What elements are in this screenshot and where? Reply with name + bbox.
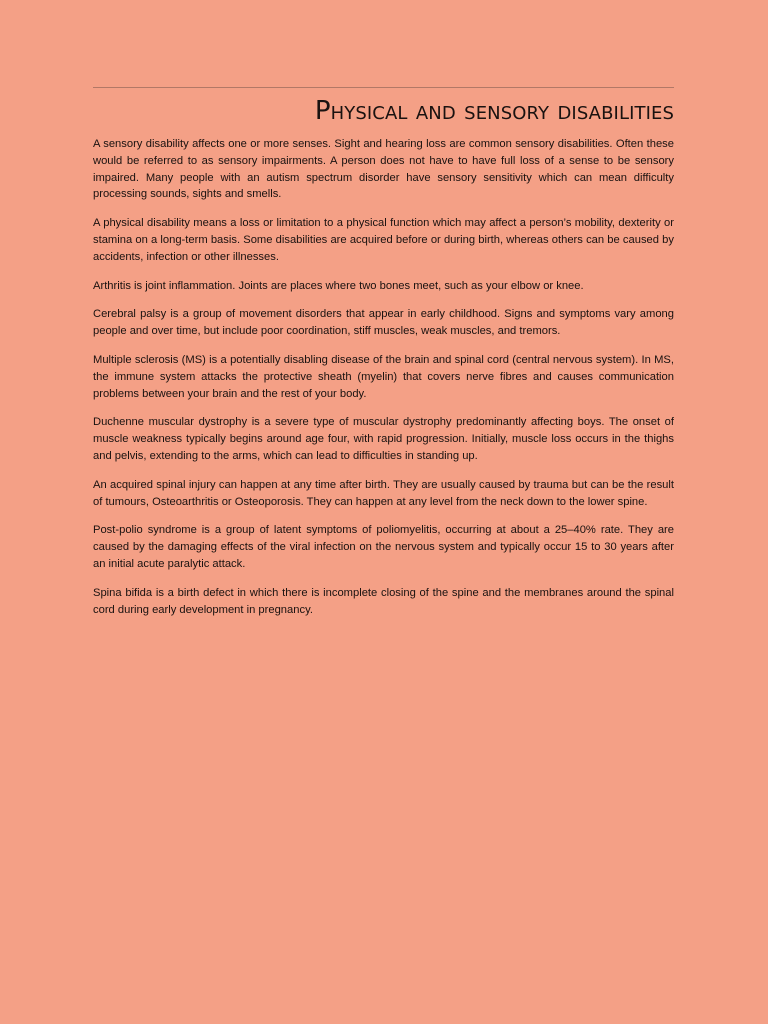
paragraph-spinal-injury: An acquired spinal injury can happen at any time after birth. They are usually caused by trauma but can be the result of tumours, Osteoarthritis or Osteoporosis. They can happen at any level from the neck down to the lower spine. [93, 478, 674, 508]
paragraph-arthritis: Arthritis is joint inflammation. Joints are places where two bones meet, such as your elbow or knee. [93, 279, 584, 292]
paragraph-sensory-disability: A sensory disability affects one or more senses. Sight and hearing loss are common sensory disabilities. Often these would be referred to as sensory impairments. A person does not have to have full loss of a sense to be sensory impaired. Many people with an autism spectrum disorder have sensory sensitivity which can mean difficulty processing sounds, sights and smells. [93, 138, 674, 201]
paragraph-spina-bifida: Spina bifida is a birth defect in which there is incomplete closing of the spine and the membranes around the spinal cord during early development in pregnancy. [93, 586, 674, 616]
paragraph-physical-disability: A physical disability means a loss or limitation to a physical function which may affect a person’s mobility, dexterity or stamina on a long-term basis. Some disabilities are acquired before or during birth, whereas others can be caused by accidents, infection or other illnesses. [93, 217, 674, 263]
page-title: Physical and sensory disabilities [314, 96, 674, 126]
paragraph-multiple-sclerosis: Multiple sclerosis (MS) is a potentially disabling disease of the brain and spinal cord (central nervous system). In MS, the immune system attacks the protective sheath (myelin) that covers nerve fibres and causes communication problems between your brain and the rest of your body. [93, 353, 674, 400]
paragraph-post-polio-syndrome: Post-polio syndrome is a group of latent symptoms of poliomyelitis, occurring at about a 25–40% rate. They are caused by the damaging effects of the viral infection on the nervous system and typically occur 15 to 30 years after an initial acute paralytic attack. [93, 524, 674, 570]
paragraph-duchenne-muscular-dystrophy: Duchenne muscular dystrophy is a severe type of muscular dystrophy predominantly affecting boys. The onset of muscle weakness typically begins around age four, with rapid progression. Initially, muscle loss occurs in the thighs and pelvis, extending to the arms, which can lead to difficulties in standing up. [93, 416, 674, 462]
document-content [93, 87, 674, 630]
header-rule [93, 87, 674, 88]
paragraph-cerebral-palsy: Cerebral palsy is a group of movement disorders that appear in early childhood. Signs and symptoms vary among people and over time, but include poor coordination, stiff muscles, weak muscles, and tremors. [93, 308, 674, 338]
